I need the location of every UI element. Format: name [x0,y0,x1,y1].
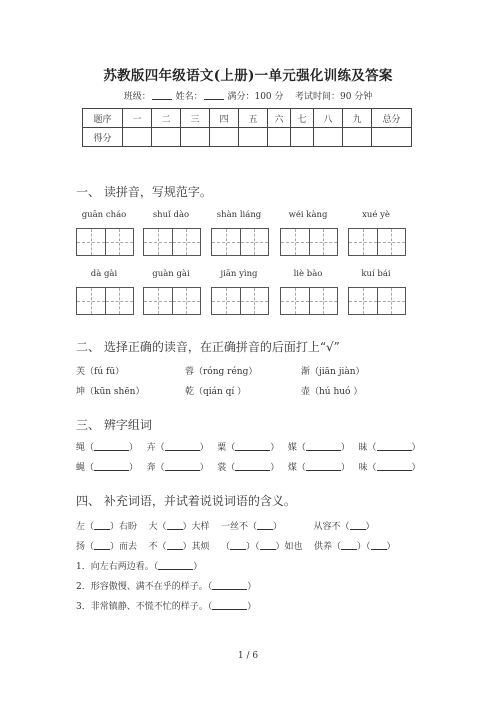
answer-blank[interactable] [235,442,270,451]
idiom-text: ）大样 [182,522,210,532]
word-group-row: 绳（ ） 卉（ ） 粟（ ） 媒（ ） 昧（ ） [76,443,421,453]
question-text: 2．形容傲慢、满不在乎的样子。（ [76,582,213,592]
header-cell: 四 [210,109,239,128]
reading-choice[interactable]: 坤（kūn shēn） [76,387,145,397]
score-cell[interactable] [268,128,291,147]
writing-grid[interactable] [280,287,338,315]
pinyin-label: shàn liáng [216,210,262,220]
page-number: 1 / 6 [237,651,259,661]
exam-info [0,89,496,102]
reading-choice[interactable]: 芙（fú fū） [76,367,125,377]
score-cell[interactable] [181,128,210,147]
question-text: 1．向左右两边看。（ [76,562,159,572]
answer-blank[interactable] [235,462,270,471]
idiom-text: 大（ [148,522,167,532]
question-close: ） [193,562,203,572]
answer-blank[interactable] [371,541,387,550]
header-cell: 二 [152,109,181,128]
reading-choice[interactable]: 壶（hú huó ） [301,387,363,397]
char: 煤 [287,463,297,473]
score-cell[interactable] [152,128,181,147]
idiom-text: 左（ [76,522,95,532]
answer-blank[interactable] [377,442,412,451]
score-table [82,108,412,147]
answer-blank[interactable] [167,521,183,530]
section2-heading: 二、 选择正确的读音，在正确拼音的后面打上“√” [76,340,340,354]
char: 昧 [358,443,368,453]
pinyin-label: wéi kàng [288,210,328,220]
pinyin-label: shuǐ dào [152,210,190,220]
question-close: ） [247,582,257,592]
char: 裳 [217,463,227,473]
idiom-text: ） [365,522,375,532]
header-cell: 五 [239,109,268,128]
answer-blank[interactable] [341,541,357,550]
name-blank[interactable] [204,91,224,100]
header-cell: 一 [123,109,152,128]
header-cell: 六 [268,109,291,128]
question-text: 3．非常镇静、不慌不忙的样子。（ [76,602,213,612]
char: 绳 [76,443,86,453]
document-title: 苏教版四年级语文(上册)一单元强化训练及答案 [103,68,393,84]
idiom-text: ）其烦 [182,542,210,552]
header-cell: 九 [343,109,372,128]
writing-grid[interactable] [211,228,269,256]
pinyin-label: liè bào [293,269,323,279]
pinyin-label: guān cháo [81,210,127,220]
char: 粟 [217,443,227,453]
idiom-text: ） [272,522,282,532]
score-header-row [83,109,412,128]
writing-grid[interactable] [76,228,134,256]
answer-blank[interactable] [158,561,193,570]
pinyin-label: xué yè [362,210,390,220]
char: 奔 [146,463,156,473]
question-1 [76,559,202,572]
score-cell[interactable] [314,128,343,147]
idiom-text: ）右盼 [110,522,138,532]
char: 卉 [146,443,156,453]
answer-blank[interactable] [94,521,110,530]
idiom-row [76,539,396,552]
section1-heading: 一、 读拼音，写规范字。 [76,185,212,199]
name-label: 姓名： [175,92,203,102]
answer-blank[interactable] [350,521,366,530]
answer-blank[interactable] [94,442,129,451]
idiom-row [76,519,375,532]
answer-blank[interactable] [230,541,246,550]
section4-heading: 四、 补充词语，并试着说说词语的含义。 [76,494,296,508]
word-group-row: 蝇（ ） 奔（ ） 裳（ ） 煤（ ） 味（ ） [76,463,421,473]
score-row-label: 得分 [83,128,123,147]
char: 媒 [287,443,297,453]
answer-blank[interactable] [306,442,341,451]
question-2 [76,579,256,592]
idiom-text: ）（ [245,542,260,552]
writing-grid[interactable] [76,287,134,315]
question-close: ） [247,602,257,612]
header-cell: 题序 [83,109,123,128]
class-label: 班级： [123,92,151,102]
char: 味 [358,463,368,473]
class-blank[interactable] [152,91,172,100]
pinyin-label: dà gài [90,269,118,279]
answer-blank[interactable] [94,462,129,471]
pinyin-label: jiān yìng [220,269,258,279]
reading-choice[interactable]: 乾（qián qí ） [185,387,247,397]
score-cell[interactable] [239,128,268,147]
answer-blank[interactable] [165,442,200,451]
question-3 [76,599,256,612]
idiom-text: ） [386,542,396,552]
exam-time: 考试时间：90 分钟 [294,92,373,102]
score-cell[interactable] [343,128,372,147]
answer-blank[interactable] [212,601,247,610]
idiom-text: ）如也 [275,542,303,552]
writing-grid[interactable] [211,287,269,315]
writing-grid[interactable] [348,228,406,256]
score-cell[interactable] [210,128,239,147]
score-cell[interactable] [291,128,314,147]
answer-blank[interactable] [165,462,200,471]
idiom-text: （ [220,542,230,552]
answer-blank[interactable] [167,541,183,550]
answer-blank[interactable] [377,462,412,471]
score-row [83,128,412,147]
writing-grid[interactable] [143,287,201,315]
idiom-text: ）而去 [110,542,138,552]
writing-grid[interactable] [348,287,406,315]
reading-choice[interactable]: 蓉（róng réng） [185,367,258,377]
pinyin-label: kuí bái [361,269,391,279]
idiom-text: ）（ [356,542,371,552]
writing-grid[interactable] [143,228,201,256]
header-cell: 总分 [372,109,412,128]
answer-blank[interactable] [94,541,110,550]
header-cell: 八 [314,109,343,128]
idiom-text: 扬（ [76,542,95,552]
header-cell: 七 [291,109,314,128]
answer-blank[interactable] [212,581,247,590]
answer-blank[interactable] [260,541,276,550]
idiom-text: 供养（ [313,542,341,552]
section3-heading: 三、 辨字组词 [76,418,152,432]
answer-blank[interactable] [306,462,341,471]
score-cell[interactable] [372,128,412,147]
char: 蝇 [76,463,86,473]
idiom-text: 不（ [148,542,167,552]
reading-choice[interactable]: 渐（jiān jiàn） [301,367,365,377]
idiom-text: 从容不（ [313,522,350,532]
pinyin-label: guàn gài [152,269,190,279]
idiom-text: 一丝不（ [220,522,257,532]
header-cell: 三 [181,109,210,128]
writing-grid[interactable] [280,228,338,256]
score-cell[interactable] [123,128,152,147]
full-score: 满分：100 分 [227,92,284,102]
answer-blank[interactable] [257,521,273,530]
